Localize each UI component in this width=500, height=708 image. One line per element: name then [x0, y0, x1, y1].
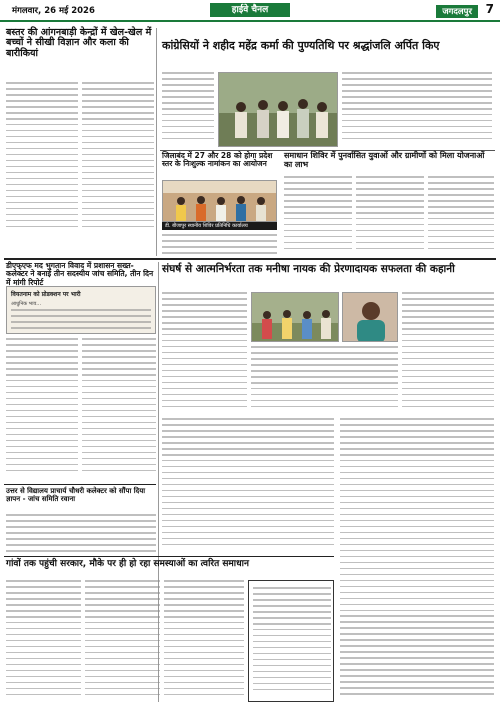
story1-headline: बस्तर की आंगनबाड़ी केन्द्रों में खेल-खेल में बच्चों ने सीखी विज्ञान और कला की बारीकियां	[6, 27, 152, 59]
story7-body	[6, 514, 156, 554]
inset-headline-2: आधुनिक भाव...	[11, 301, 42, 307]
story1-body-col2	[82, 82, 154, 232]
story4-headline: समाधान शिविर में पुनर्वासित युवाओं और ग्रामीणों को मिला योजनाओं का लाभ	[284, 151, 485, 169]
story2-headline: कांग्रेसियों ने शहीद महेंद्र कर्मा की पुण्यतिथि पर श्रद्धांजलि अर्पित किए	[162, 39, 440, 52]
issue-date: मंगलवार, 26 मई 2026	[12, 6, 95, 16]
section-rule-4	[4, 556, 334, 557]
section-name: हाईवे चैनल	[210, 3, 290, 17]
photo-caption: डी. बीजापुर स्थानीय शिविर प्रतिनिधि कार्यालय	[162, 222, 277, 230]
meeting-photo	[162, 180, 277, 222]
notice-body	[253, 587, 331, 697]
masthead	[0, 0, 500, 22]
feature-photo-portrait	[342, 292, 398, 342]
story5-body	[6, 338, 78, 478]
story8-body-col2	[85, 580, 160, 702]
story5-body-col2	[82, 338, 156, 478]
inset-body	[11, 309, 151, 333]
story6-body-mid	[162, 418, 334, 552]
story6-headline: संघर्ष से आत्मनिर्भरता तक मनीषा नायक की प्रेरणादायक सफलता की कहानी	[162, 263, 455, 275]
story1-body	[6, 82, 78, 232]
story4-body-col3	[428, 176, 494, 256]
story8-body-col3	[164, 580, 244, 702]
inset-headline-1: वियतनाम को प्रोडक्शन पर भारी	[11, 291, 81, 298]
story6-body	[162, 292, 247, 412]
story5-headline: डीएफ्एफ मद भुगतान विवाद में प्रशासन सख्त- कलेक्टर ने बनाई तीन सदस्यीय जांच समिति, तीन दिन में मांगी रिपोर्ट	[6, 261, 154, 287]
story8-body	[6, 580, 81, 702]
feature-photo-group	[251, 292, 339, 342]
story3-headline: जिलाबंद में 27 और 28 को होगा प्रदेश स्तर के निःशुल्क नामांकन का आयोजन	[162, 151, 273, 169]
page-number: 7	[485, 2, 494, 16]
story6-body-col2	[251, 346, 398, 412]
inset-newspaper-clip	[6, 286, 156, 334]
story4-body-col2	[356, 176, 424, 256]
notice-box	[248, 580, 334, 702]
story3-body	[162, 234, 277, 256]
story6-body-lower	[340, 418, 494, 702]
section-rule-3	[4, 484, 156, 485]
story2-body-col2	[342, 72, 492, 147]
story8-headline: गांवों तक पहुंची सरकार, मौके पर ही हो रहा समस्याओं का त्वरित समाधान	[6, 559, 249, 569]
story7-headline: उत्तर से विद्यालय प्राचार्य चौधरी कलेक्टर को सौंपा दिया ज्ञापन - जांच समिति रवाना	[6, 487, 146, 503]
tribute-photo	[218, 72, 338, 147]
section-rule-2	[4, 258, 496, 260]
story4-body	[284, 176, 352, 256]
story2-body	[162, 72, 214, 147]
edition-place: जगदलपुर	[436, 5, 478, 18]
column-divider	[156, 28, 157, 256]
story6-body-col3	[402, 292, 494, 412]
